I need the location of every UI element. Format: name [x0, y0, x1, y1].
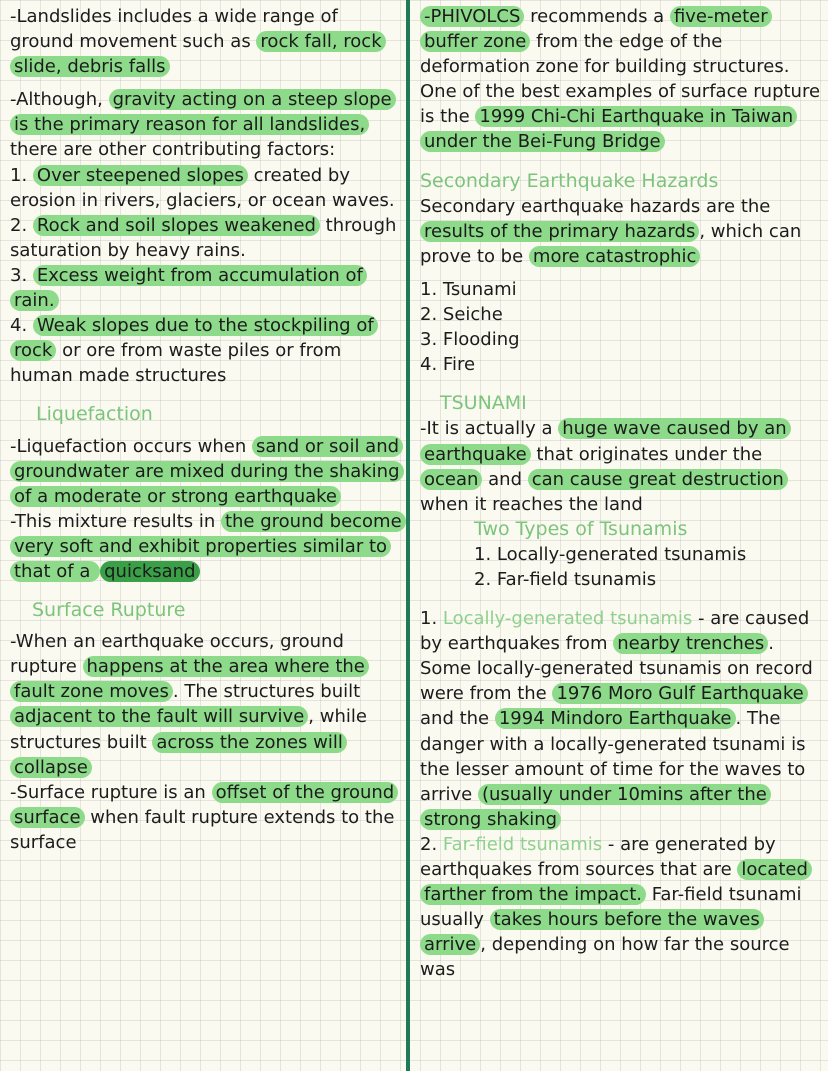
highlight: happens at the area where the fault zone moves — [10, 656, 369, 702]
highlight: across the zones will collapse — [10, 732, 347, 778]
right-column — [420, 4, 822, 982]
secondary-hazards-paragraph: Secondary earthquake hazards are the results of the primary hazards , which can prove to be more catastrophic — [420, 195, 802, 267]
term-label: Locally-generated tsunamis — [442, 608, 693, 630]
factor-item: 1. Over steepened slopes created by erosion in rivers, glaciers, or ocean waves. — [10, 164, 395, 211]
highlight: the ground become very soft and exhibit properties similar to that of a — [10, 511, 406, 582]
highlight: ocean — [420, 469, 482, 490]
landslides-factors-intro: -Although, gravity acting on a steep slope is the primary reason for all landslides, there are other contributing factors: — [10, 87, 404, 162]
highlight: 1994 Mindoro Earthquake — [495, 708, 736, 729]
highlight: results of the primary hazards — [420, 221, 699, 242]
liquefaction-paragraph-2: -This mixture results in the ground become very soft and exhibit properties similar to that of a quicksand — [10, 509, 404, 584]
highlight: five-meter buffer zone — [420, 6, 772, 52]
highlight: offset of the ground surface — [10, 782, 398, 828]
highlight: located farther from the impact. — [420, 859, 812, 905]
tsunami-paragraph: -It is actually a huge wave caused by an earthquake that originates under the ocean and can cause great destruction when it reaches the land — [420, 416, 822, 516]
left-column — [10, 4, 404, 855]
secondary-hazards-heading: Secondary Earthquake Hazards — [420, 169, 719, 192]
liquefaction-paragraph: -Liquefaction occurs when sand or soil and groundwater are mixed during the shaking of a moderate or strong earthquake — [10, 434, 404, 509]
highlight: quicksand — [100, 561, 199, 582]
surface-rupture-paragraph: -When an earthquake occurs, ground rupture happens at the area where the fault zone moves . The structures built adjacent to the fault will survive , while structures built across the zones will collapse — [10, 631, 367, 778]
highlight: nearby trenches — [613, 633, 768, 654]
list-item: 1. Tsunami — [420, 278, 517, 300]
list-item: 4. Fire — [420, 354, 476, 376]
column-divider — [406, 0, 410, 1071]
factor-item: 4. Weak slopes due to the stockpiling of rock or ore from waste piles or from human made structures — [10, 313, 404, 388]
far-field-tsunami-paragraph: 2. Far-field tsunamis - are generated by earthquakes from sources that are located farther from the impact. Far-field tsunami usually takes hours before the waves arrive , depending on how far the source was — [420, 832, 822, 983]
list-item: 2. Far-field tsunamis — [474, 568, 657, 590]
factor-item: 3. Excess weight from accumulation of rain. — [10, 263, 404, 313]
list-item: 3. Flooding — [420, 329, 520, 351]
highlight: 1999 Chi-Chi Earthquake in Taiwan under the Bei-Fung Bridge — [420, 106, 797, 152]
highlight: Excess weight from accumulation of rain. — [10, 265, 367, 311]
list-item: 2. Seiche — [420, 304, 503, 326]
tsunami-heading: TSUNAMI — [440, 392, 527, 415]
highlight: can cause great destruction — [528, 469, 788, 490]
highlight: Over steepened slopes — [33, 165, 248, 186]
surface-rupture-heading: Surface Rupture — [32, 599, 186, 622]
highlight: takes hours before the waves arrive — [420, 909, 764, 955]
highlight: more catastrophic — [529, 246, 701, 267]
highlight: Weak slopes due to the stockpiling of rock — [10, 315, 378, 361]
factor-item: 2. Rock and soil slopes weakened through saturation by heavy rains. — [10, 214, 397, 261]
highlight: huge wave caused by an earthquake — [420, 418, 791, 464]
landslides-paragraph: -Landslides includes a wide range of ground movement such as rock fall, rock slide, debris falls — [10, 4, 404, 79]
list-item: 1. Locally-generated tsunamis — [474, 543, 747, 565]
surface-rupture-paragraph-2: -Surface rupture is an offset of the ground surface when fault rupture extends to the surface — [10, 780, 404, 855]
highlight: (usually under 10mins after the strong shaking — [420, 784, 771, 830]
highlight: adjacent to the fault will survive — [10, 706, 308, 727]
local-tsunami-paragraph: 1. Locally-generated tsunamis - are caused by earthquakes from nearby trenches . Some locally-generated tsunamis on record were from the 1976 Moro Gulf Earthquake and the 1994 Mindoro Earthquake . The danger with a locally-generated tsunami is the lesser amount of time for the waves to arrive (usually under 10mins after the strong shaking — [420, 608, 813, 830]
highlight: -PHIVOLCS — [420, 6, 524, 27]
highlight: Rock and soil slopes weakened — [33, 215, 320, 236]
liquefaction-heading: Liquefaction — [36, 403, 153, 426]
phivolcs-paragraph: -PHIVOLCS recommends a five-meter buffer zone from the edge of the deformation zone for building structures. One of the best examples of surface rupture is the 1999 Chi-Chi Earthquake in Taiwan under the Bei-Fung Bridge — [420, 6, 821, 153]
highlight: 1976 Moro Gulf Earthquake — [552, 683, 807, 704]
term-label: Far-field tsunamis — [442, 833, 603, 855]
highlight: sand or soil and groundwater are mixed during the shaking of a moderate or strong earthquake — [10, 436, 404, 507]
tsunami-types-heading: Two Types of Tsunamis — [474, 517, 688, 540]
highlight: rock fall, rock slide, debris falls — [10, 31, 386, 77]
secondary-hazards-list — [420, 277, 822, 377]
highlight: gravity acting on a steep slope is the primary reason for all landslides, — [10, 89, 396, 135]
